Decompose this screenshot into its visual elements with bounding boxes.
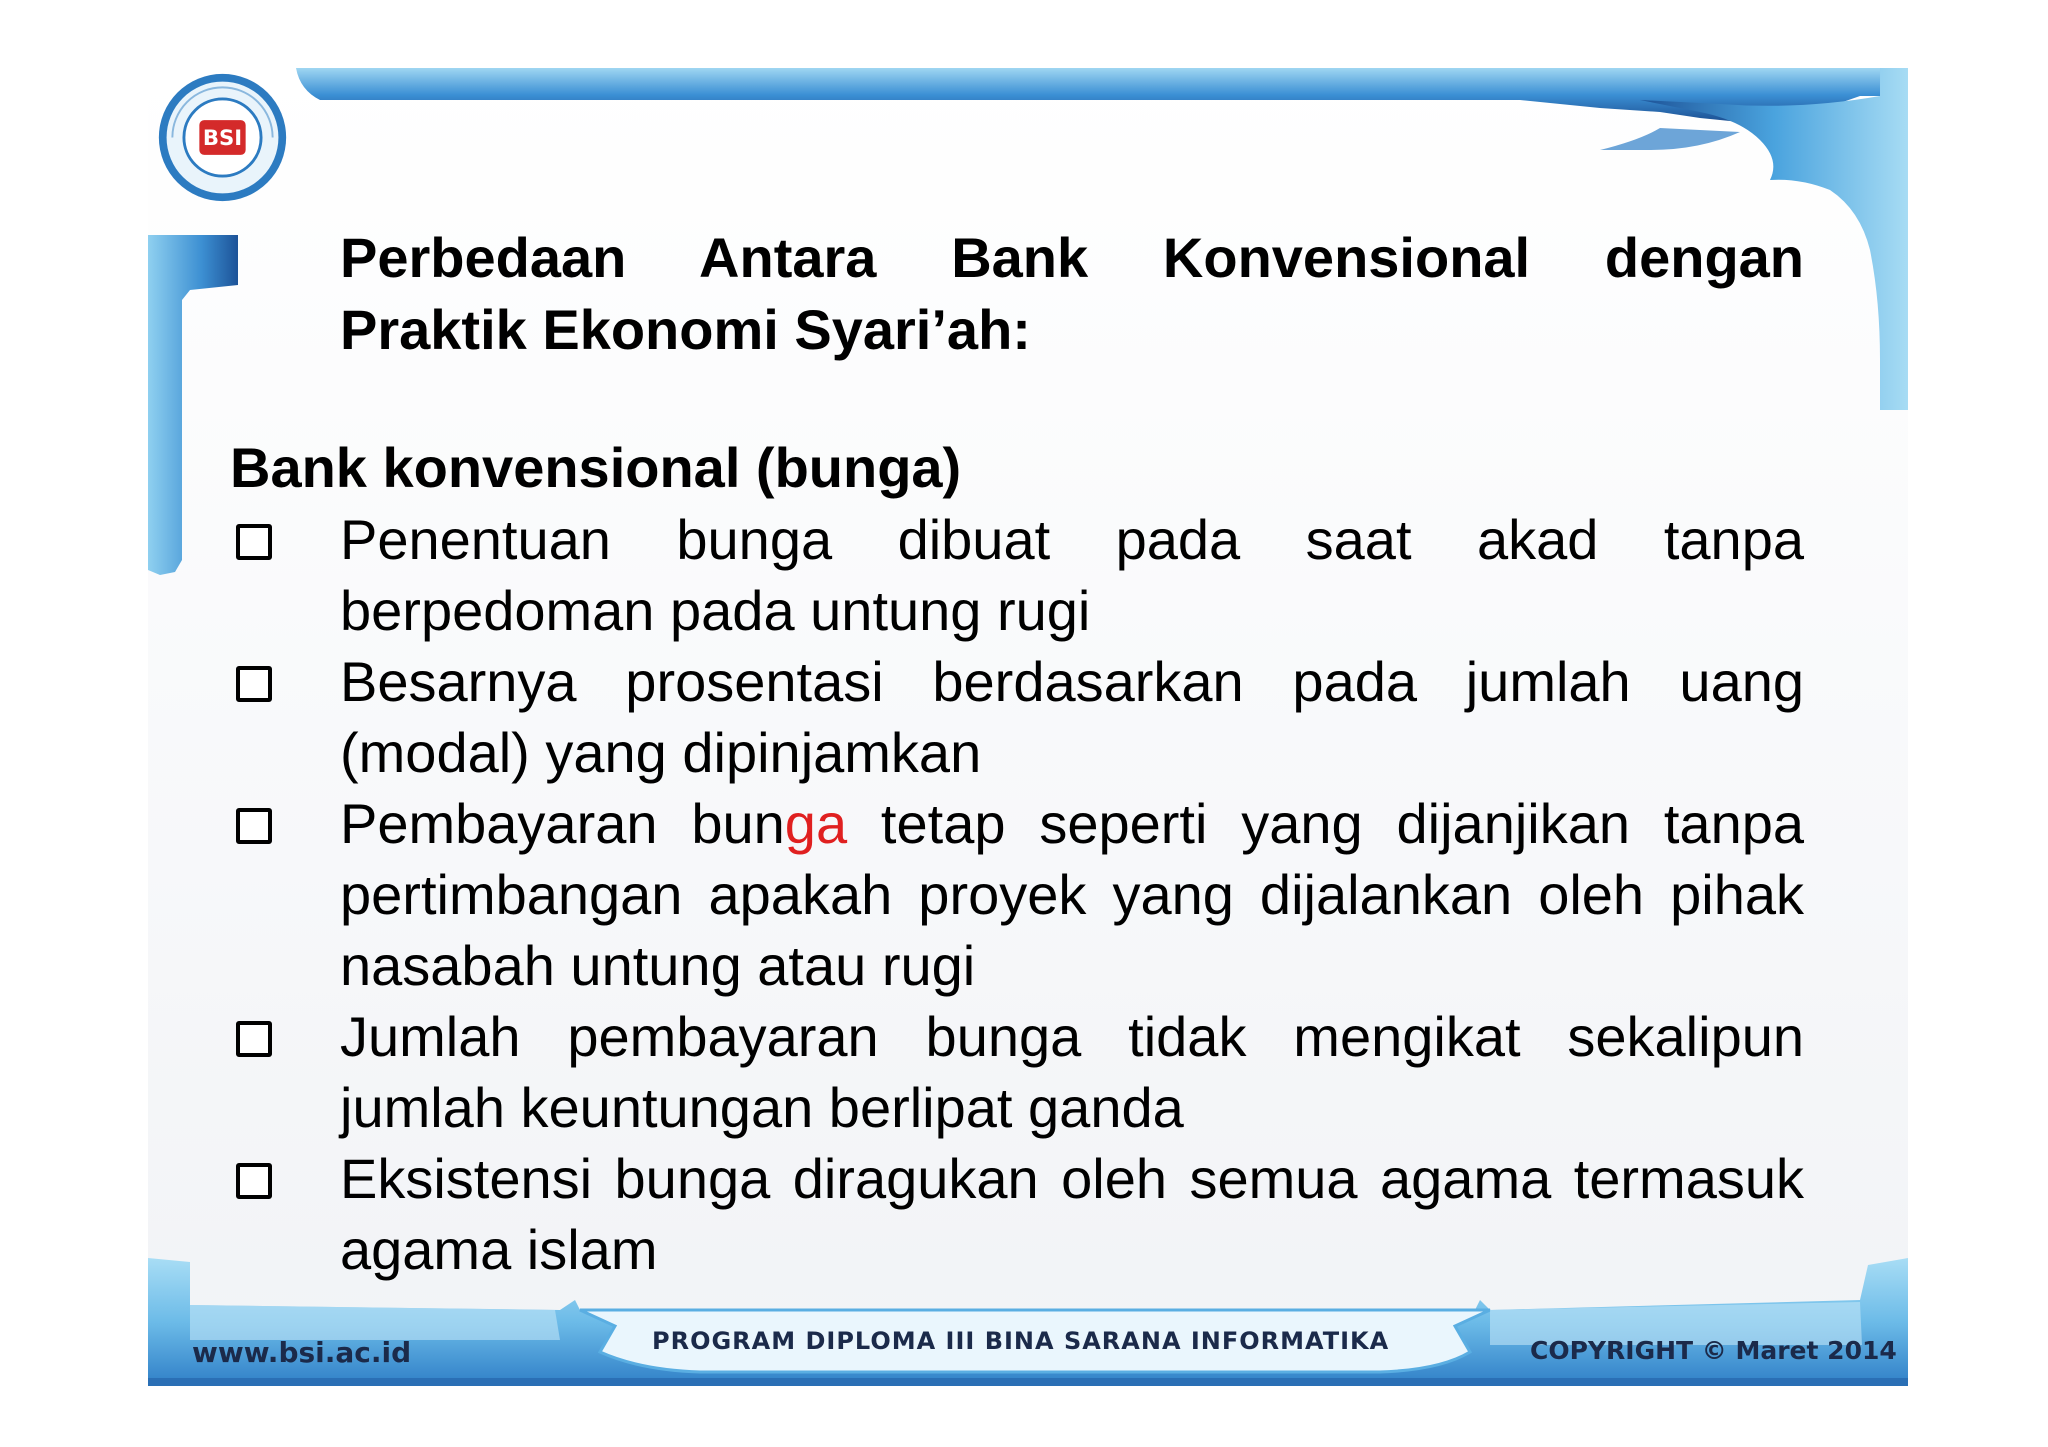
bsi-logo: [155, 70, 290, 205]
footer-url: www.bsi.ac.id: [192, 1336, 412, 1369]
list-item: [230, 646, 1804, 788]
list-item: [230, 504, 1804, 646]
bullet-text: Penentuan bunga dibuat pada saat akad tanpa berpedoman pada untung rugi: [340, 508, 1804, 642]
logo-text: BSI: [202, 126, 243, 152]
checkbox-bullet-icon: [236, 666, 272, 702]
highlighted-text: ga: [784, 792, 848, 855]
bullet-list: [230, 504, 1804, 1285]
list-item: [230, 1001, 1804, 1143]
bullet-text: Jumlah pembayaran bunga tidak mengikat sekalipun jumlah keuntungan berlipat ganda: [340, 1005, 1804, 1139]
bullet-text-part: tetap seperti yang dijanjikan tanpa pertimbangan apakah proyek yang dijalankan oleh pihak nasabah untung atau rugi: [340, 792, 1804, 997]
slide-title: [340, 222, 1804, 366]
checkbox-bullet-icon: [236, 1021, 272, 1057]
title-line-2: Praktik Ekonomi Syari’ah:: [340, 298, 1031, 361]
section-heading: Bank konvensional (bunga): [230, 436, 962, 499]
footer-copyright: COPYRIGHT © Maret 2014: [1530, 1336, 1897, 1365]
list-item: [230, 788, 1804, 1001]
checkbox-bullet-icon: [236, 524, 272, 560]
footer-program: PROGRAM DIPLOMA III BINA SARANA INFORMATIKA: [652, 1327, 1390, 1355]
bullet-text: Besarnya prosentasi berdasarkan pada jumlah uang (modal) yang dipinjamkan: [340, 650, 1804, 784]
title-line-1: Perbedaan Antara Bank Konvensional dengan: [340, 226, 1804, 289]
checkbox-bullet-icon: [236, 1163, 272, 1199]
list-item: [230, 1143, 1804, 1285]
bullet-text: Eksistensi bunga diragukan oleh semua agama termasuk agama islam: [340, 1147, 1804, 1281]
checkbox-bullet-icon: [236, 808, 272, 844]
bullet-text-part: Pembayaran bun: [340, 792, 785, 855]
